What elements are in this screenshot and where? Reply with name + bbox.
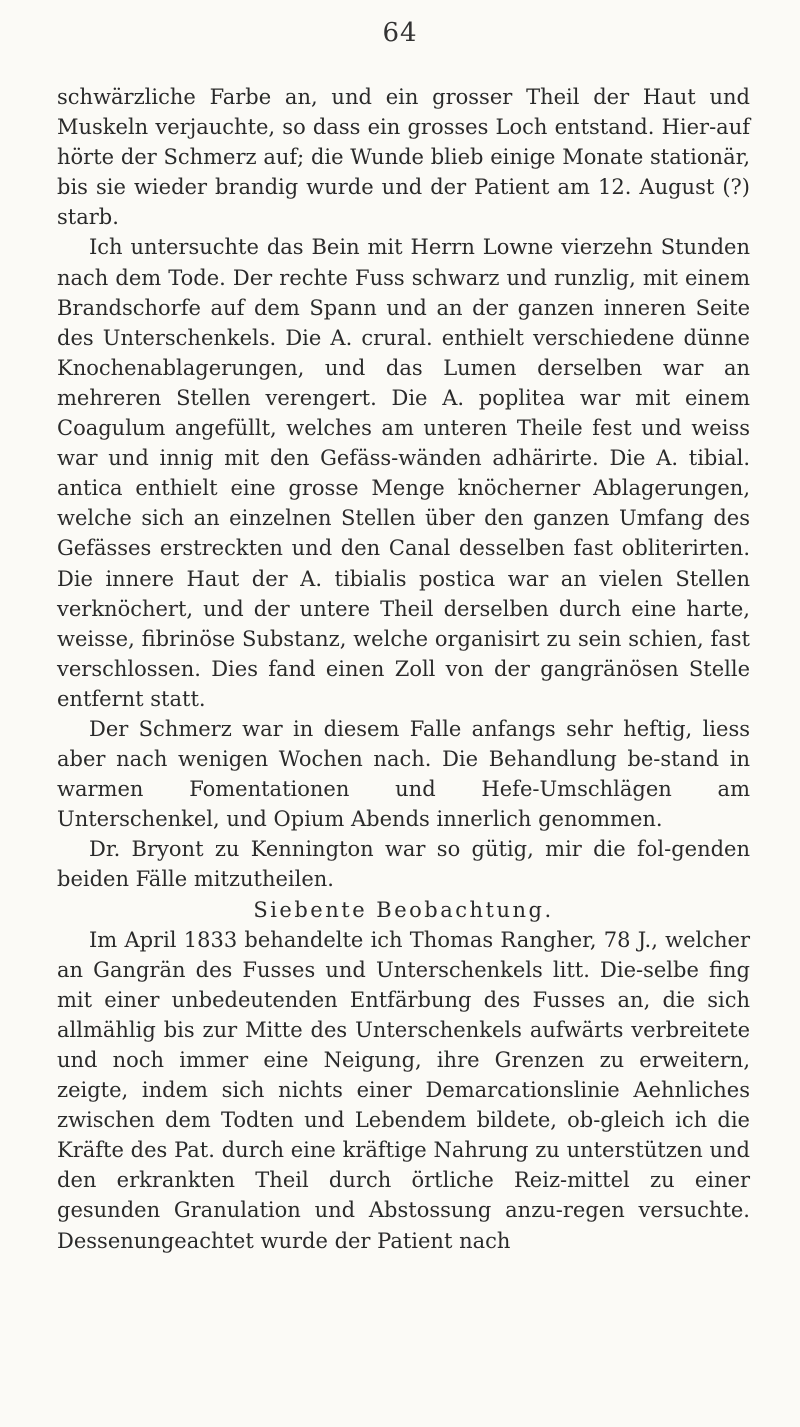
paragraph-case-seven: Im April 1833 behandelte ich Thomas Rangher, 78 J., welcher an Gangrän des Fusses und Unterschenkels litt. Die-selbe fing mit einer unbedeutenden Entfärbung des Fusses an, die sich allmählig bis zur Mitte des Unterschenkels aufwärts verbreitete und noch immer eine Neigung, ihre Grenzen zu erweitern, zeigte, indem sich nichts einer Demarcationslinie Aehnliches zwischen dem Todten und Lebendem bildete, ob-gleich ich die Kräfte des Pat. durch eine kräftige Nahrung zu unterstützen und den erkrankten Theil durch örtliche Reiz-mittel zu einer gesunden Granulation und Abstossung anzu-regen versuchte. Dessenungeachtet wurde der Patient nach <box>57 927 750 1253</box>
section-heading: Siebente Beobachtung. <box>253 897 554 922</box>
paragraph-continuation: schwärzliche Farbe an, und ein grosser Theil der Haut und Muskeln verjauchte, so dass ein grosses Loch entstand. Hier-auf hörte der Schmerz auf; die Wunde blieb einige Monate stationär, bis sie wieder brandig wurde und der Patient am 12. August (?) starb. <box>57 85 750 230</box>
body-text <box>57 82 750 1256</box>
paragraph-examination: Ich untersuchte das Bein mit Herrn Lowne vierzehn Stunden nach dem Tode. Der rechte Fuss schwarz und runzlig, mit einem Brandschorfe auf dem Spann und an der ganzen inneren Seite des Unterschenkels. Die A. crural. enthielt verschiedene dünne Knochenablagerungen, und das Lumen derselben war an mehreren Stellen verengert. Die A. poplitea war mit einem Coagulum angefüllt, welches am unteren Theile fest und weiss war und innig mit den Gefäss-wänden adhärirte. Die A. tibial. antica enthielt eine grosse Menge knöcherner Ablagerungen, welche sich an einzelnen Stellen über den ganzen Umfang des Gefässes erstreckten und den Canal desselben fast obliterirten. Die innere Haut der A. tibialis postica war an vielen Stellen verknöchert, und der untere Theil derselben durch eine harte, weisse, fibrinöse Substanz, welche organisirt zu sein schien, fast verschlossen. Dies fand einen Zoll von der gangränösen Stelle entfernt statt. <box>57 235 750 711</box>
page-number: 64 <box>382 18 418 48</box>
paragraph-bryont: Dr. Bryont zu Kennington war so gütig, mir die fol-genden beiden Fälle mitzutheilen. <box>57 837 750 892</box>
paragraph-treatment: Der Schmerz war in diesem Falle anfangs sehr heftig, liess aber nach wenigen Wochen nach. Die Behandlung be-stand in warmen Fomentationen und Hefe-Umschlägen am Unterschenkel, und Opium Abends innerlich genommen. <box>57 716 750 832</box>
